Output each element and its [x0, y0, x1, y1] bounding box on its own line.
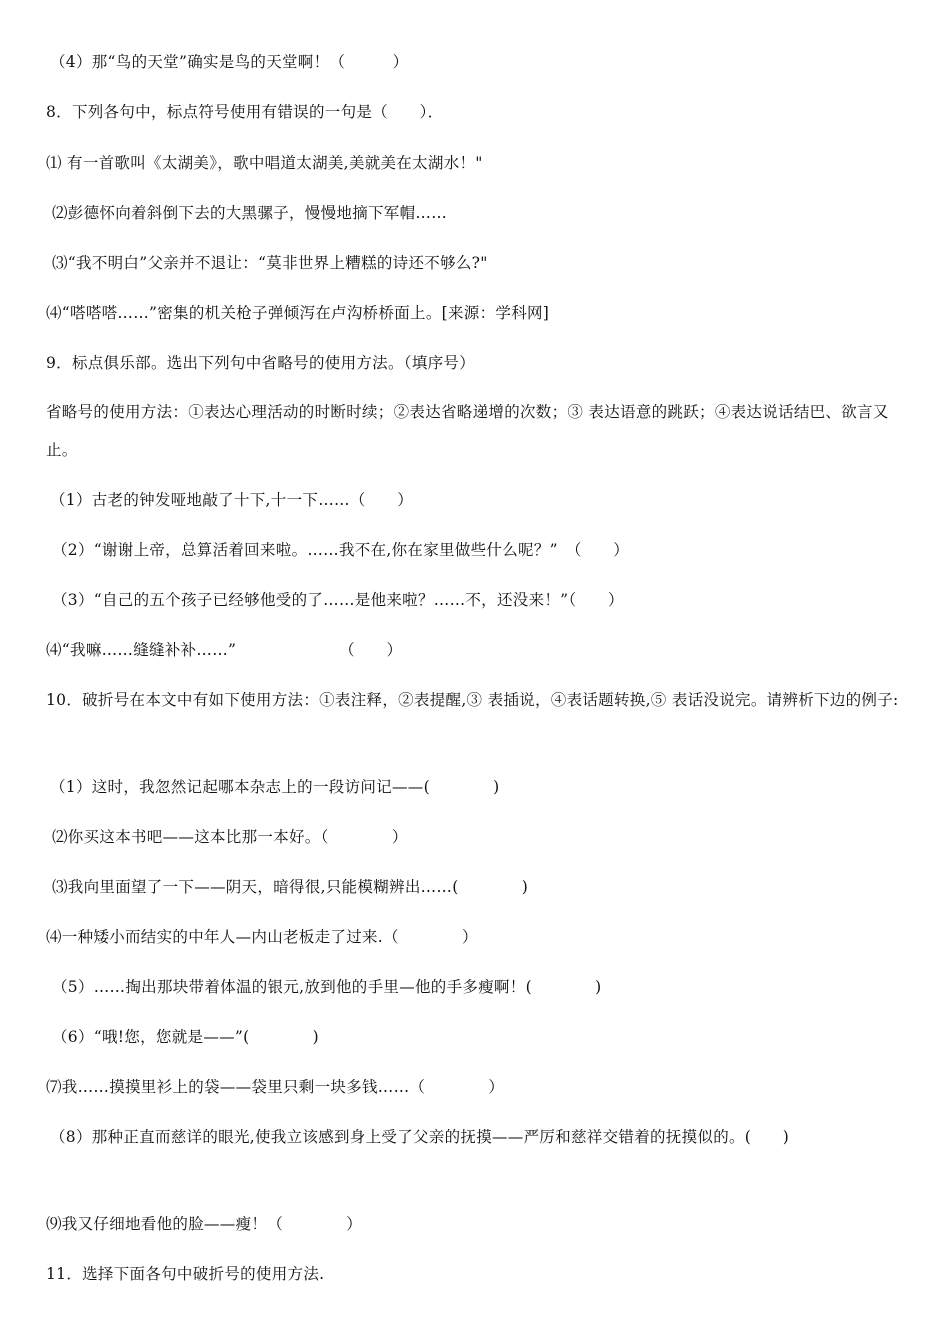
q8-option-1: ⑴ 有一首歌叫《太湖美》，歌中唱道太湖美,美就美在太湖水！" — [46, 154, 483, 172]
q10-item-5: （5）……掏出那块带着体温的银元,放到他的手里—他的手多瘦啊！( ) — [52, 978, 602, 996]
q10-item-9: ⑼我又仔细地看他的脸——瘦！（ ） — [46, 1215, 363, 1233]
q9-question: 9．标点俱乐部。选出下列句中省略号的使用方法。（填序号） — [46, 354, 476, 372]
q8-option-2: ⑵彭德怀向着斜倒下去的大黑骡子，慢慢地摘下军帽…… — [52, 204, 448, 222]
q9-methods: 省略号的使用方法：①表达心理活动的时断时续；②表达省略递增的次数；③ 表达语意的跳跃；④表达说话结巴、欲言又止。 — [46, 403, 889, 459]
q10-item-6: （6）“哦!您，您就是——”( ) — [52, 1028, 320, 1046]
q10-item-2: ⑵你买这本书吧——这本比那一本好。（ ） — [52, 828, 408, 846]
q10-question: 10．破折号在本文中有如下使用方法：①表注释，②表提醒,③ 表插说，④表话题转换,⑤ 表话没说完。请辨析下边的例子: — [46, 691, 899, 709]
q10-item-4: ⑷一种矮小而结实的中年人—内山老板走了过来.（ ） — [46, 928, 478, 946]
q7-item-4: （4）那“鸟的天堂”确实是鸟的天堂啊！（ ） — [50, 53, 409, 71]
q9-item-2: （2）“谢谢上帝，总算活着回来啦。……我不在,你在家里做些什么呢？” （ ） — [52, 541, 630, 559]
q8-question: 8．下列各句中，标点符号使用有错误的一句是（ ）． — [46, 103, 444, 121]
q10-item-1: （1）这时，我忽然记起哪本杂志上的一段访问记——( ) — [50, 778, 500, 796]
q9-item-1: （1）古老的钟发哑地敲了十下,十一下……（ ） — [50, 491, 413, 509]
q11-question: 11．选择下面各句中破折号的使用方法. — [46, 1265, 325, 1283]
q9-item-4: ⑷“我嘛……缝缝补补……” （ ） — [46, 641, 403, 659]
q10-item-3: ⑶我向里面望了一下——阴天，暗得很,只能模糊辨出……( ) — [52, 878, 529, 896]
q9-item-3: （3）“自己的五个孩子已经够他受的了……是他来啦？……不，还没来！”（ ） — [52, 591, 624, 609]
q10-item-7: ⑺我……摸摸里衫上的袋——袋里只剩一块多钱……（ ） — [46, 1078, 505, 1096]
q8-option-3: ⑶“我不明白”父亲并不退让：“莫非世界上糟糕的诗还不够么?" — [52, 254, 488, 272]
q10-item-8: （8）那种正直而慈详的眼光,使我立该感到身上受了父亲的抚摸——严厉和慈祥交错着的抚摸似的。( ) — [50, 1128, 790, 1146]
q8-option-4: ⑷“嗒嗒嗒……”密集的机关枪子弹倾泻在卢沟桥桥面上。[来源：学科网] — [46, 304, 550, 322]
